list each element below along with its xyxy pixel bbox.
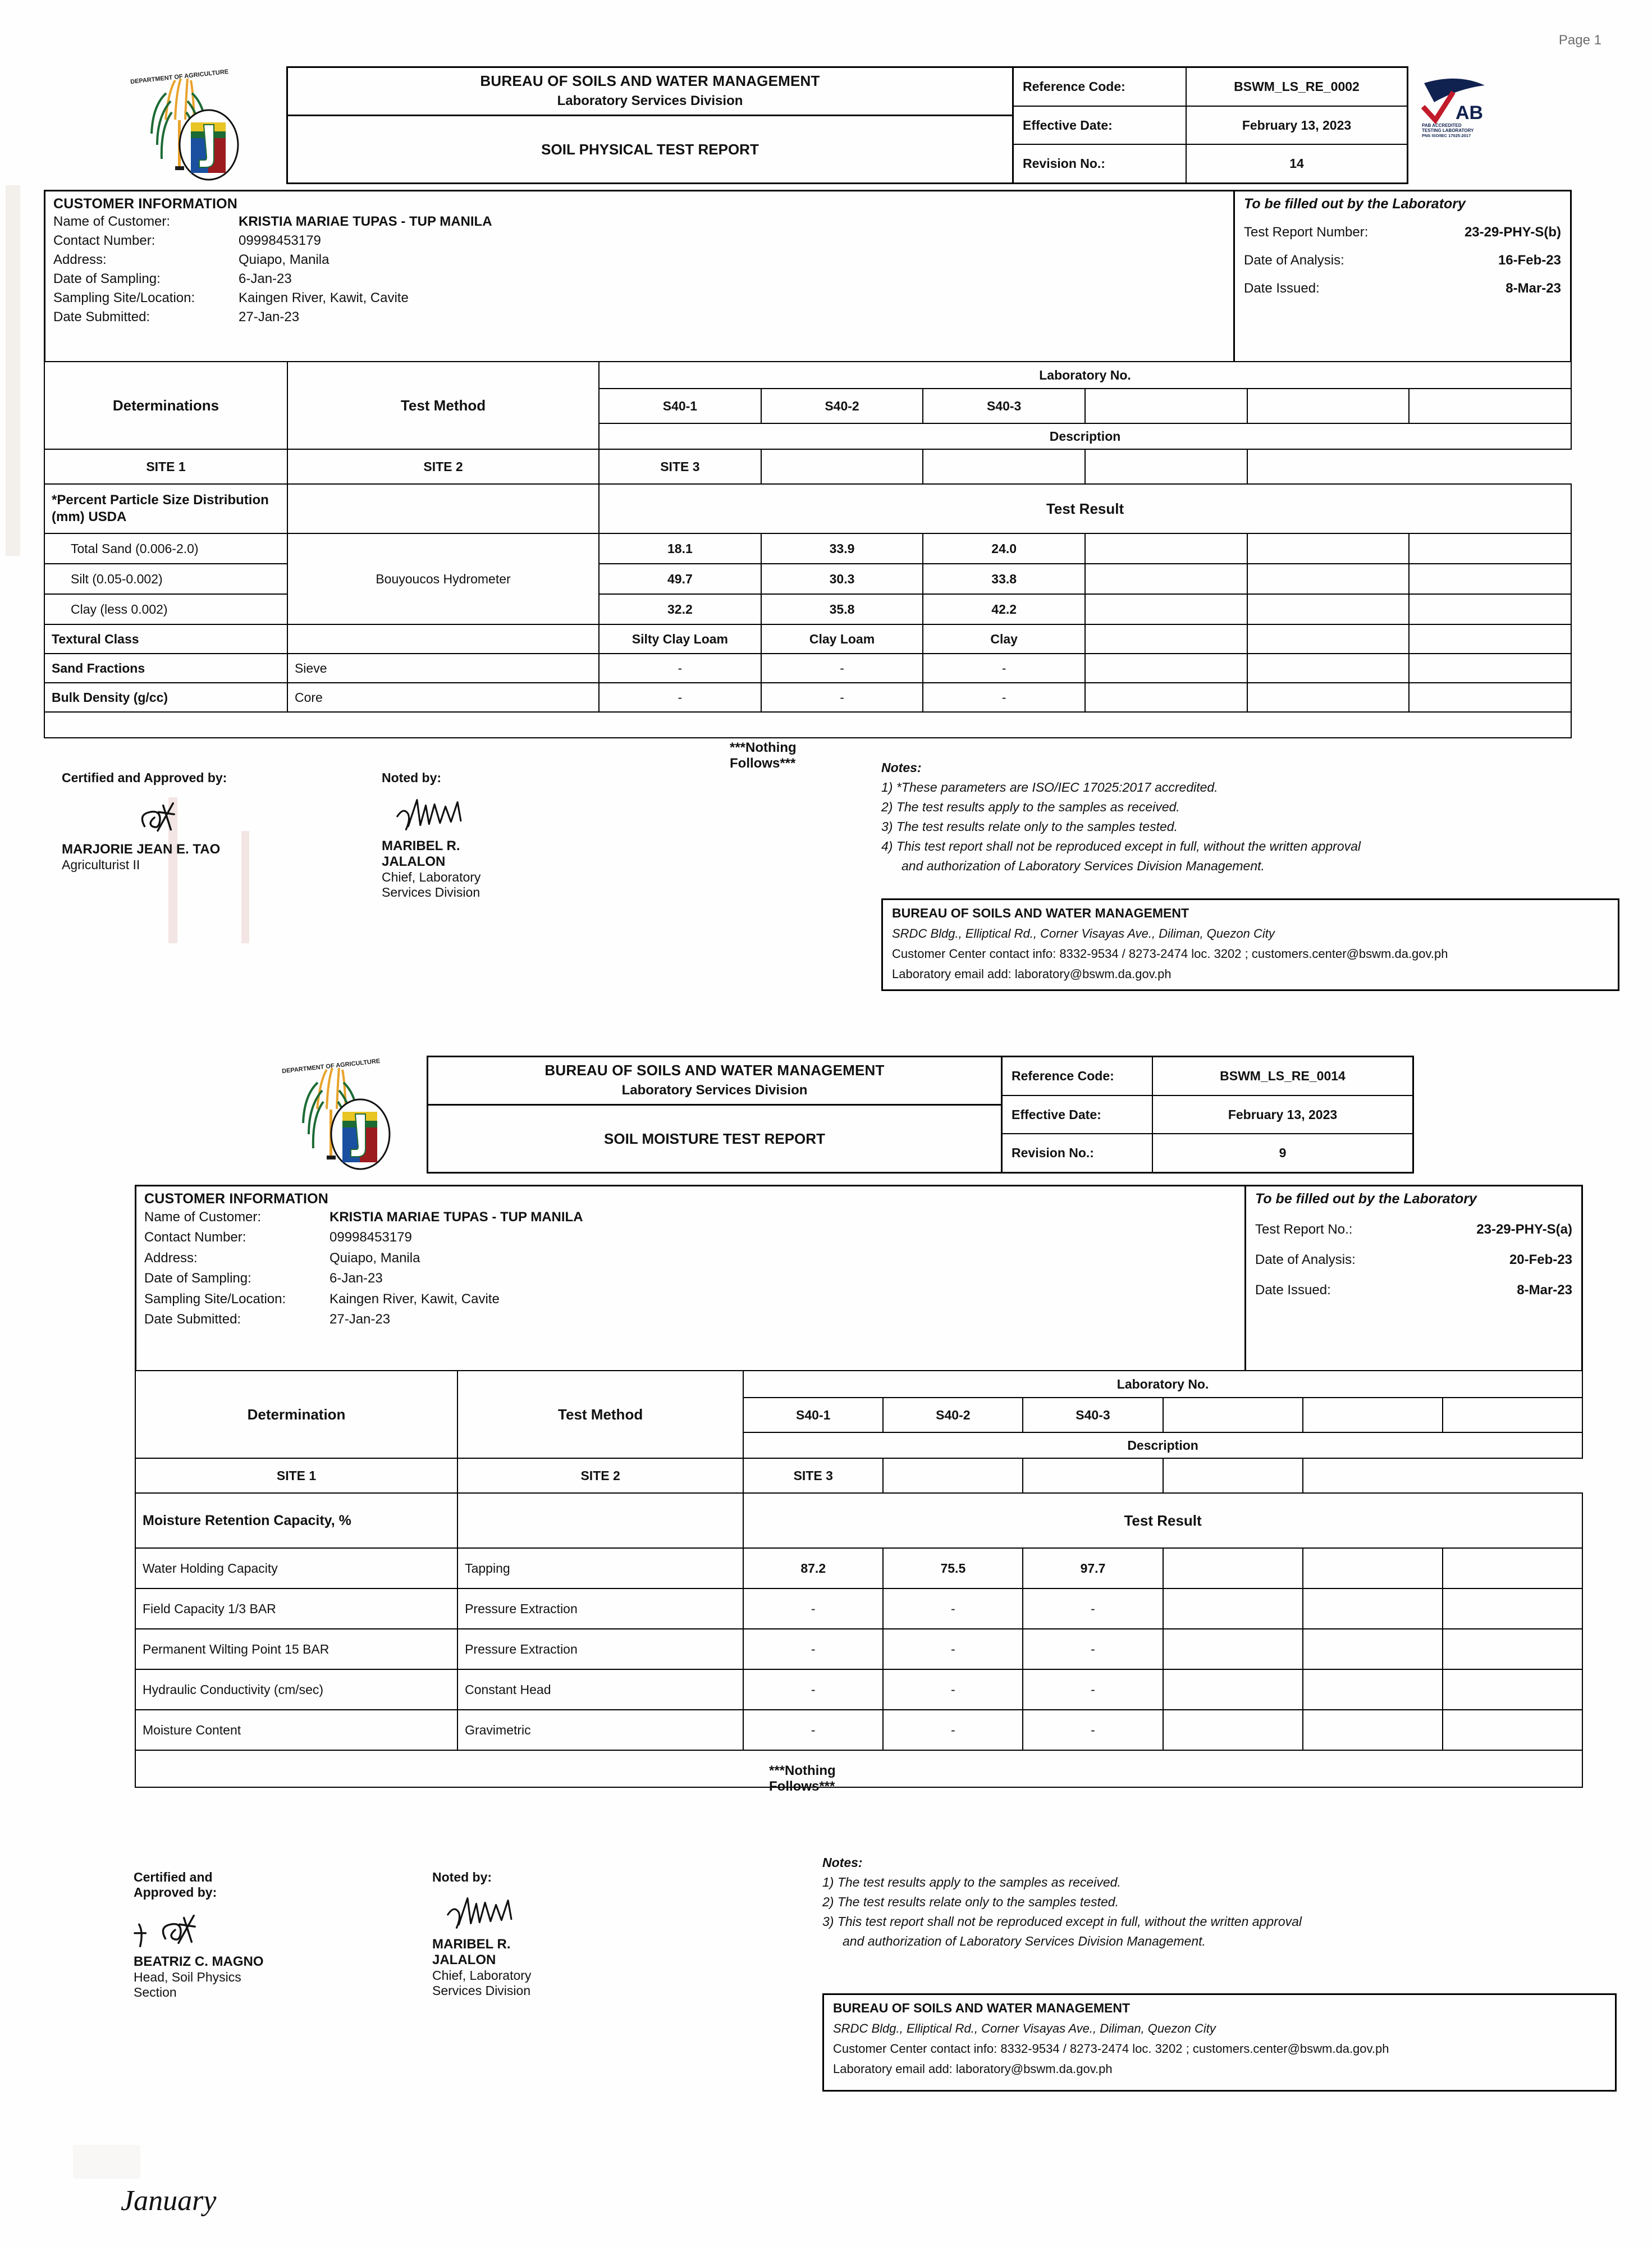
- result-cell: Clay Loam: [761, 624, 923, 654]
- field-value: Quiapo, Manila: [239, 252, 330, 268]
- test-method-cell: Tapping: [457, 1548, 743, 1588]
- table-row: [44, 564, 1571, 594]
- field-label: Date of Sampling:: [144, 1271, 251, 1286]
- result-cell: [1085, 594, 1247, 624]
- table-row: [44, 533, 1571, 564]
- lab-no-cell: [1443, 1398, 1582, 1432]
- report2-header: [264, 1056, 1622, 1174]
- certified-caption: Certified and Approved by:: [62, 770, 227, 785]
- lab-no-cell: [1303, 1398, 1443, 1432]
- result-cell: [1085, 533, 1247, 564]
- result-cell: -: [1023, 1588, 1163, 1629]
- noted-caption: Noted by:: [382, 770, 442, 785]
- signature-mark: [393, 792, 519, 836]
- field-value: 09998453179: [239, 233, 321, 249]
- result-cell: 33.9: [761, 533, 923, 564]
- lab-no-cell: S40-1: [599, 389, 761, 423]
- report2-lab-section: [1244, 1186, 1581, 1370]
- report2-type: SOIL MOISTURE TEST REPORT: [604, 1130, 825, 1147]
- result-cell: 97.7: [1023, 1548, 1163, 1588]
- certified-caption: Certified and Approved by:: [134, 1870, 217, 1900]
- address-contact: Customer Center contact info: 8332-9534 / 8273-2474 loc. 3202 ; customers.center@bswm.da.gov.ph: [833, 2042, 1389, 2056]
- certified-name: BEATRIZ C. MAGNO: [134, 1954, 264, 1969]
- note-item: 1) The test results apply to the samples as received.: [822, 1874, 1121, 1889]
- certified-title: Head, Soil Physics Section: [134, 1970, 241, 2000]
- site-cell: [761, 449, 923, 484]
- result-cell: -: [883, 1629, 1023, 1669]
- table-row: [44, 594, 1571, 624]
- result-cell: [1163, 1710, 1303, 1750]
- row-label: Silt (0.05-0.002): [44, 564, 287, 594]
- site-cell: [1163, 1458, 1303, 1493]
- table-row: [135, 1710, 1582, 1750]
- da-bswm-seal-icon: [112, 66, 253, 181]
- da-bswm-seal-icon: [264, 1056, 404, 1171]
- result-cell: [1443, 1669, 1582, 1710]
- result-cell: -: [599, 654, 761, 683]
- site-cell: SITE 1: [44, 449, 287, 484]
- result-cell: [1085, 564, 1247, 594]
- row-label: Sand Fractions: [44, 654, 287, 683]
- noted-caption: Noted by:: [432, 1870, 492, 1884]
- address-email: Laboratory email add: laboratory@bswm.da.gov.ph: [833, 2062, 1113, 2076]
- test-result-header: Test Result: [599, 484, 1571, 533]
- empty-cell: [457, 1493, 743, 1548]
- result-cell: [1303, 1588, 1443, 1629]
- table-row: [44, 449, 1571, 484]
- report1-type: SOIL PHYSICAL TEST REPORT: [541, 140, 759, 158]
- note-item: 2) The test results relate only to the samples tested.: [822, 1894, 1119, 1909]
- col-header-test-method: Test Method: [457, 1371, 743, 1458]
- field-label: Sampling Site/Location:: [53, 290, 195, 306]
- revision-no-value: 9: [1279, 1145, 1287, 1161]
- lab-field-label: Test Report Number:: [1244, 225, 1369, 240]
- result-cell: 75.5: [883, 1548, 1023, 1588]
- bottom-month-word: January: [121, 2185, 217, 2217]
- report1-header: [112, 66, 1617, 184]
- svg-text:PNS ISO/IEC 17025:2017: PNS ISO/IEC 17025:2017: [1422, 133, 1471, 138]
- result-cell: [1085, 654, 1247, 683]
- field-label: Date of Sampling:: [53, 271, 161, 287]
- bureau-name: BUREAU OF SOILS AND WATER MANAGEMENT: [480, 72, 820, 89]
- reference-code-label: Reference Code:: [1003, 1057, 1153, 1095]
- lab-field-label: Test Report No.:: [1255, 1222, 1353, 1237]
- result-cell: 42.2: [923, 594, 1085, 624]
- lab-field-label: Date Issued:: [1244, 281, 1320, 296]
- result-cell: 87.2: [743, 1548, 883, 1588]
- row-label: Clay (less 0.002): [44, 594, 287, 624]
- division-name: Laboratory Services Division: [557, 93, 743, 108]
- field-value: KRISTIA MARIAE TUPAS - TUP MANILA: [330, 1209, 583, 1225]
- lab-no-cell: [1247, 389, 1410, 423]
- field-label: Sampling Site/Location:: [144, 1291, 286, 1307]
- result-cell: [1303, 1629, 1443, 1669]
- result-cell: [1085, 683, 1247, 712]
- result-cell: [1247, 624, 1410, 654]
- scan-artifact: [73, 2145, 140, 2179]
- result-cell: 32.2: [599, 594, 761, 624]
- report1-address-box: [881, 898, 1619, 991]
- result-cell: [1409, 594, 1571, 624]
- result-cell: [1303, 1710, 1443, 1750]
- field-label: Address:: [53, 252, 107, 268]
- result-cell: 30.3: [761, 564, 923, 594]
- address-org-name: BUREAU OF SOILS AND WATER MANAGEMENT: [833, 2001, 1130, 2015]
- result-cell: [1443, 1588, 1582, 1629]
- report1-reference-box: [1014, 66, 1408, 184]
- test-method-cell: [287, 624, 599, 654]
- lab-no-cell: S40-2: [883, 1398, 1023, 1432]
- row-label: Water Holding Capacity: [135, 1548, 457, 1588]
- table-row: [135, 1548, 1582, 1588]
- revision-no-value: 14: [1289, 156, 1304, 171]
- nothing-follows-row: [44, 712, 1571, 738]
- lab-field-value: 8-Mar-23: [1517, 1282, 1572, 1298]
- page-number: Page 1: [1558, 33, 1601, 48]
- report2-noted-block: [432, 1870, 569, 1998]
- description-header: Description: [743, 1432, 1582, 1458]
- reference-code-value: BSWM_LS_RE_0014: [1220, 1068, 1346, 1083]
- table-row: [44, 362, 1571, 389]
- scan-artifact: [6, 185, 20, 556]
- effective-date-label: Effective Date:: [1003, 1096, 1153, 1134]
- site-cell: [883, 1458, 1023, 1493]
- nothing-follows-row: [135, 1750, 1582, 1787]
- result-cell: [1409, 533, 1571, 564]
- report2-customer-info: [135, 1185, 1583, 1370]
- notes-heading: Notes:: [881, 760, 922, 775]
- result-cell: 18.1: [599, 533, 761, 564]
- report1-customer-info: [44, 190, 1572, 361]
- report2-certified-block: [134, 1870, 271, 2000]
- result-cell: [1443, 1548, 1582, 1588]
- result-cell: [1163, 1629, 1303, 1669]
- result-cell: -: [923, 683, 1085, 712]
- site-cell: [1085, 449, 1247, 484]
- report1-title-block: [286, 66, 1014, 184]
- lab-no-cell: [1409, 389, 1571, 423]
- result-cell: [1163, 1669, 1303, 1710]
- lab-no-cell: S40-3: [923, 389, 1085, 423]
- table-row: [44, 624, 1571, 654]
- section-title: Moisture Retention Capacity, %: [135, 1493, 457, 1548]
- report1-certified-block: [62, 770, 239, 873]
- result-cell: [1409, 683, 1571, 712]
- result-cell: -: [883, 1710, 1023, 1750]
- result-cell: [1303, 1548, 1443, 1588]
- note-continuation: and authorization of Laboratory Services Division Management.: [901, 858, 1265, 873]
- description-header: Description: [599, 423, 1571, 449]
- note-item: 3) The test results relate only to the samples tested.: [881, 819, 1178, 834]
- laboratory-no-header: Laboratory No.: [599, 362, 1571, 389]
- lab-field-value: 16-Feb-23: [1498, 253, 1561, 268]
- result-cell: -: [743, 1588, 883, 1629]
- result-cell: [1409, 624, 1571, 654]
- test-method-cell: Pressure Extraction: [457, 1629, 743, 1669]
- report1-results-table: [44, 361, 1572, 738]
- result-cell: -: [743, 1710, 883, 1750]
- report1-noted-block: [382, 770, 519, 900]
- field-label: Name of Customer:: [144, 1209, 262, 1225]
- result-cell: Clay: [923, 624, 1085, 654]
- field-label: Address:: [144, 1250, 198, 1266]
- site-cell: SITE 2: [287, 449, 599, 484]
- result-cell: [1247, 564, 1410, 594]
- field-value: 09998453179: [330, 1230, 412, 1245]
- result-cell: -: [1023, 1629, 1163, 1669]
- table-row: [135, 1493, 1582, 1548]
- svg-text:TESTING LABORATORY: TESTING LABORATORY: [1422, 128, 1474, 133]
- svg-text:DEPARTMENT OF AGRICULTURE: DEPARTMENT OF AGRICULTURE: [281, 1057, 381, 1075]
- signature-mark: [134, 1908, 271, 1952]
- lab-no-cell: S40-3: [1023, 1398, 1163, 1432]
- report1-notes: [881, 758, 1617, 876]
- table-row: [44, 712, 1571, 738]
- col-header-determination: Determination: [135, 1371, 457, 1458]
- note-item: 1) *These parameters are ISO/IEC 17025:2017 accredited.: [881, 779, 1218, 795]
- address-email: Laboratory email add: laboratory@bswm.da.gov.ph: [892, 967, 1171, 981]
- test-method-cell: Pressure Extraction: [457, 1588, 743, 1629]
- lab-field-label: Date of Analysis:: [1244, 253, 1344, 268]
- report2-notes: [822, 1853, 1580, 1951]
- result-cell: -: [761, 683, 923, 712]
- result-cell: [1247, 654, 1410, 683]
- lab-no-cell: [1085, 389, 1247, 423]
- field-label: Date Submitted:: [144, 1312, 241, 1327]
- section-title: *Percent Particle Size Distribution (mm) USDA: [44, 484, 287, 533]
- result-cell: 33.8: [923, 564, 1085, 594]
- svg-text:DEPARTMENT OF AGRICULTURE: DEPARTMENT OF AGRICULTURE: [130, 68, 229, 86]
- row-label: Field Capacity 1/3 BAR: [135, 1588, 457, 1629]
- row-label: Bulk Density (g/cc): [44, 683, 287, 712]
- site-cell: [1023, 1458, 1163, 1493]
- note-item: 4) This test report shall not be reproduced except in full, without the written approval: [881, 838, 1361, 853]
- noted-title: Chief, Laboratory Services Division: [432, 1968, 532, 1998]
- noted-title: Chief, Laboratory Services Division: [382, 870, 481, 900]
- lab-section-heading: To be filled out by the Laboratory: [1244, 196, 1466, 212]
- signature-mark: [135, 796, 239, 839]
- result-cell: [1085, 624, 1247, 654]
- table-row: [44, 654, 1571, 683]
- lab-section-heading: To be filled out by the Laboratory: [1255, 1191, 1477, 1207]
- result-cell: [1163, 1588, 1303, 1629]
- col-header-determinations: Determinations: [44, 362, 287, 449]
- revision-no-label: Revision No.:: [1014, 145, 1187, 182]
- table-row: [135, 1588, 1582, 1629]
- report2-title-block: [427, 1056, 1003, 1174]
- notes-heading: Notes:: [822, 1855, 863, 1870]
- pab-accreditation-logo-icon: [1418, 66, 1503, 184]
- nothing-follows-text-2: ***Nothing Follows***: [769, 1763, 836, 1794]
- col-header-test-method: Test Method: [287, 362, 599, 449]
- field-label: Date Submitted:: [53, 309, 150, 325]
- customer-info-heading: CUSTOMER INFORMATION: [53, 196, 238, 212]
- row-label: Total Sand (0.006-2.0): [44, 533, 287, 564]
- result-cell: [1303, 1669, 1443, 1710]
- result-cell: -: [743, 1669, 883, 1710]
- result-cell: -: [599, 683, 761, 712]
- field-value: Kaingen River, Kawit, Cavite: [239, 290, 409, 306]
- lab-field-value: 23-29-PHY-S(a): [1476, 1222, 1572, 1237]
- address-street: SRDC Bldg., Elliptical Rd., Corner Visayas Ave., Diliman, Quezon City: [892, 926, 1275, 941]
- site-cell: SITE 2: [457, 1458, 743, 1493]
- table-row: [135, 1371, 1582, 1398]
- result-cell: -: [883, 1669, 1023, 1710]
- row-label: Permanent Wilting Point 15 BAR: [135, 1629, 457, 1669]
- test-method-cell: Sieve: [287, 654, 599, 683]
- row-label: Moisture Content: [135, 1710, 457, 1750]
- result-cell: -: [761, 654, 923, 683]
- lab-field-value: 8-Mar-23: [1505, 281, 1561, 296]
- test-method-cell: Constant Head: [457, 1669, 743, 1710]
- scan-artifact: [241, 831, 249, 943]
- svg-text:PAB ACCREDITED: PAB ACCREDITED: [1422, 123, 1462, 128]
- result-cell: -: [883, 1588, 1023, 1629]
- lab-no-cell: [1163, 1398, 1303, 1432]
- test-result-header: Test Result: [743, 1493, 1582, 1548]
- lab-field-label: Date of Analysis:: [1255, 1252, 1356, 1267]
- customer-info-heading: CUSTOMER INFORMATION: [144, 1191, 329, 1207]
- result-cell: [1247, 594, 1410, 624]
- field-label: Name of Customer:: [53, 214, 171, 229]
- result-cell: -: [743, 1629, 883, 1669]
- report1-lab-section: [1233, 191, 1570, 361]
- address-org-name: BUREAU OF SOILS AND WATER MANAGEMENT: [892, 906, 1189, 920]
- lab-field-label: Date Issued:: [1255, 1282, 1331, 1298]
- lab-no-cell: S40-1: [743, 1398, 883, 1432]
- result-cell: [1443, 1629, 1582, 1669]
- table-row: [135, 1629, 1582, 1669]
- effective-date-value: February 13, 2023: [1228, 1107, 1338, 1122]
- result-cell: Silty Clay Loam: [599, 624, 761, 654]
- field-value: Quiapo, Manila: [330, 1250, 420, 1266]
- result-cell: -: [1023, 1669, 1163, 1710]
- field-value: KRISTIA MARIAE TUPAS - TUP MANILA: [239, 214, 492, 229]
- field-label: Contact Number:: [144, 1230, 246, 1245]
- site-cell: [923, 449, 1085, 484]
- test-method-cell: Core: [287, 683, 599, 712]
- result-cell: -: [1023, 1710, 1163, 1750]
- result-cell: 24.0: [923, 533, 1085, 564]
- result-cell: [1409, 654, 1571, 683]
- field-value: 6-Jan-23: [330, 1271, 383, 1286]
- division-name: Laboratory Services Division: [621, 1083, 808, 1098]
- report2-reference-box: [1003, 1056, 1414, 1174]
- address-street: SRDC Bldg., Elliptical Rd., Corner Visayas Ave., Diliman, Quezon City: [833, 2021, 1216, 2035]
- result-cell: [1409, 564, 1571, 594]
- field-value: 27-Jan-23: [239, 309, 300, 325]
- site-cell: SITE 3: [743, 1458, 883, 1493]
- note-item: 2) The test results apply to the samples as received.: [881, 799, 1180, 814]
- report2-results-table: [135, 1370, 1583, 1788]
- reference-code-value: BSWM_LS_RE_0002: [1234, 79, 1360, 94]
- table-row: [44, 683, 1571, 712]
- bureau-name: BUREAU OF SOILS AND WATER MANAGEMENT: [544, 1062, 885, 1079]
- lab-no-cell: S40-2: [761, 389, 923, 423]
- result-cell: [1163, 1548, 1303, 1588]
- result-cell: -: [923, 654, 1085, 683]
- address-contact: Customer Center contact info: 8332-9534 / 8273-2474 loc. 3202 ; customers.center@bswm.da.gov.ph: [892, 947, 1448, 961]
- table-row: [135, 1458, 1582, 1493]
- result-cell: [1247, 683, 1410, 712]
- nothing-follows-text-1: ***Nothing Follows***: [730, 740, 797, 771]
- effective-date-value: February 13, 2023: [1242, 117, 1352, 133]
- field-value: Kaingen River, Kawit, Cavite: [330, 1291, 500, 1307]
- table-row: [135, 1750, 1582, 1787]
- empty-cell: [287, 484, 599, 533]
- laboratory-no-header: Laboratory No.: [743, 1371, 1582, 1398]
- certified-name: MARJORIE JEAN E. TAO: [62, 842, 221, 857]
- test-method-cell: Bouyoucos Hydrometer: [287, 533, 599, 624]
- note-continuation: and authorization of Laboratory Services Division Management.: [843, 1933, 1206, 1948]
- field-value: 27-Jan-23: [330, 1312, 391, 1327]
- table-row: [44, 484, 1571, 533]
- result-cell: 49.7: [599, 564, 761, 594]
- noted-name: MARIBEL R. JALALON: [382, 838, 460, 869]
- field-value: 6-Jan-23: [239, 271, 292, 287]
- report2-address-box: [822, 1993, 1617, 2092]
- noted-name: MARIBEL R. JALALON: [432, 1937, 511, 1967]
- site-cell: SITE 1: [135, 1458, 457, 1493]
- note-item: 3) This test report shall not be reproduced except in full, without the written approval: [822, 1914, 1302, 1929]
- certified-title: Agriculturist II: [62, 857, 140, 872]
- row-label: Textural Class: [44, 624, 287, 654]
- test-method-cell: Gravimetric: [457, 1710, 743, 1750]
- result-cell: [1247, 533, 1410, 564]
- lab-field-value: 20-Feb-23: [1509, 1252, 1572, 1267]
- table-row: [135, 1669, 1582, 1710]
- result-cell: [1443, 1710, 1582, 1750]
- reference-code-label: Reference Code:: [1014, 68, 1187, 106]
- field-label: Contact Number:: [53, 233, 155, 249]
- revision-no-label: Revision No.:: [1003, 1134, 1153, 1172]
- svg-text:AB: AB: [1456, 102, 1484, 124]
- effective-date-label: Effective Date:: [1014, 107, 1187, 144]
- lab-field-value: 23-29-PHY-S(b): [1464, 225, 1561, 240]
- result-cell: 35.8: [761, 594, 923, 624]
- signature-mark: [443, 1891, 569, 1934]
- site-cell: SITE 3: [599, 449, 761, 484]
- row-label: Hydraulic Conductivity (cm/sec): [135, 1669, 457, 1710]
